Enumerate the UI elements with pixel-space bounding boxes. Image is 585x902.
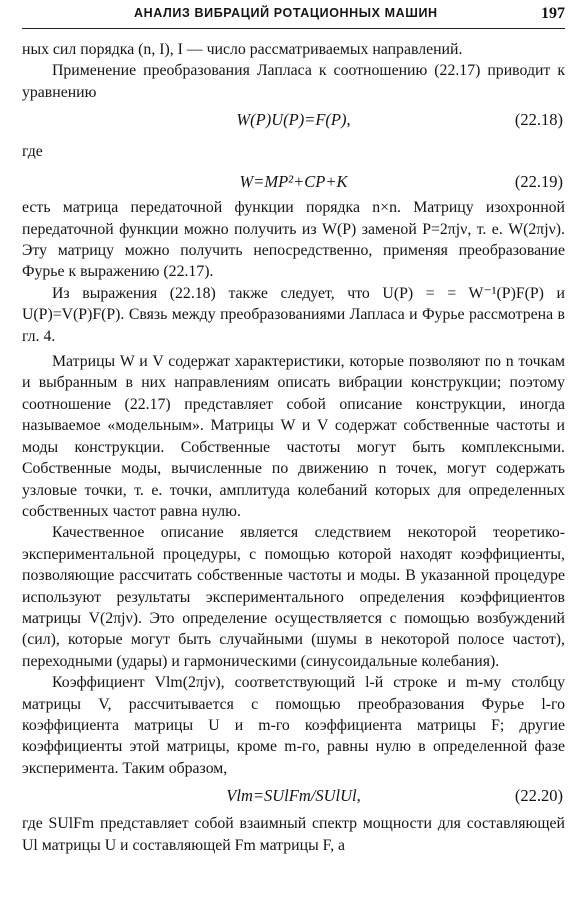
equation-formula: W=MP²+CP+K [239, 172, 348, 192]
paragraph-6: Качественное описание является следствием некоторой теоретико-экспериментальной процедуры, с помощью которой находят коэффициенты, позволяющие рассчитать собственные частоты и моды. В указанной процедуре используют результаты экспериментального определения коэффициентов матрицы V(2πjν). Это определение осуществляется с помощью возбуждений (сил), которые могут быть случайными (шумы в некоторой полосе частот), переходными (удары) и гармоническими (синусоидальные колебания). [22, 524, 565, 670]
page-header [22, 2, 565, 29]
equation-22-18 [22, 103, 565, 137]
equation-22-20 [22, 779, 565, 813]
page-body [22, 39, 565, 856]
where-label: где [22, 143, 43, 161]
paragraph-8: где SUlFm представляет собой взаимный спектр мощности для составляющей Ul матрицы U и составляющей Fm матрицы F, а [22, 815, 565, 854]
page-number: 197 [541, 5, 565, 22]
equation-number: (22.18) [514, 110, 563, 130]
paragraph-1: ных сил порядка (n, I), I — число рассматриваемых направлений. [22, 41, 463, 58]
equation-formula: W(P)U(P)=F(P), [236, 110, 351, 130]
equation-22-19-line [22, 167, 565, 197]
equation-22-19 [22, 137, 565, 167]
running-head: АНАЛИЗ ВИБРАЦИЙ РОТАЦИОННЫХ МАШИН [134, 6, 438, 20]
paragraph-2: Применение преобразования Лапласа к соотношению (22.17) приводит к уравнению [22, 62, 565, 101]
paragraph-3: есть матрица передаточной функции порядка n×n. Матрицу изохронной передаточной функции можно получить из W(P) заменой P=2πjν, т. е. W(2πjν). Эту матрицу можно получить непосредственно, применяя преобразование Фурье к выражению (22.17). [22, 199, 565, 281]
equation-formula: Vlm=SUlFm/SUlUl, [226, 786, 361, 806]
paragraph-7: Коэффициент Vlm(2πjν), соответствующий l-й строке и m-му столбцу матрицы V, рассчитывается с помощью преобразования Фурье l-го коэффициента матрицы U и m-го коэффициента матрицы F; другие коэффициенты этой матрицы, кроме m-го, равны нулю в определенной фазе эксперимента. Таким образом, [22, 674, 565, 777]
paragraph-4: Из выражения (22.18) также следует, что U(P) = = W⁻¹(P)F(P) и U(P)=V(P)F(P). Связь между преобразованиями Лапласа и Фурье рассмотрена в гл. 4. [22, 284, 565, 345]
equation-number: (22.19) [514, 172, 563, 192]
book-page [0, 2, 585, 902]
equation-number: (22.20) [514, 786, 563, 806]
paragraph-5: Матрицы W и V содержат характеристики, которые позволяют по n точкам и выбранным в них направлениям описать вибрации конструкции; поэтому соотношение (22.17) представляет собой описание конструкции, иногда называемое «модельным». Матрицы W и V содержат собственные частоты и моды конструкции. Собственные частоты могут быть комплексными. Собственные моды, вычисленные по движению n точек, могут содержать узловые точки, т. е. точки, амплитуда колебаний которых для определенных собственных частот равна нулю. [22, 353, 565, 520]
